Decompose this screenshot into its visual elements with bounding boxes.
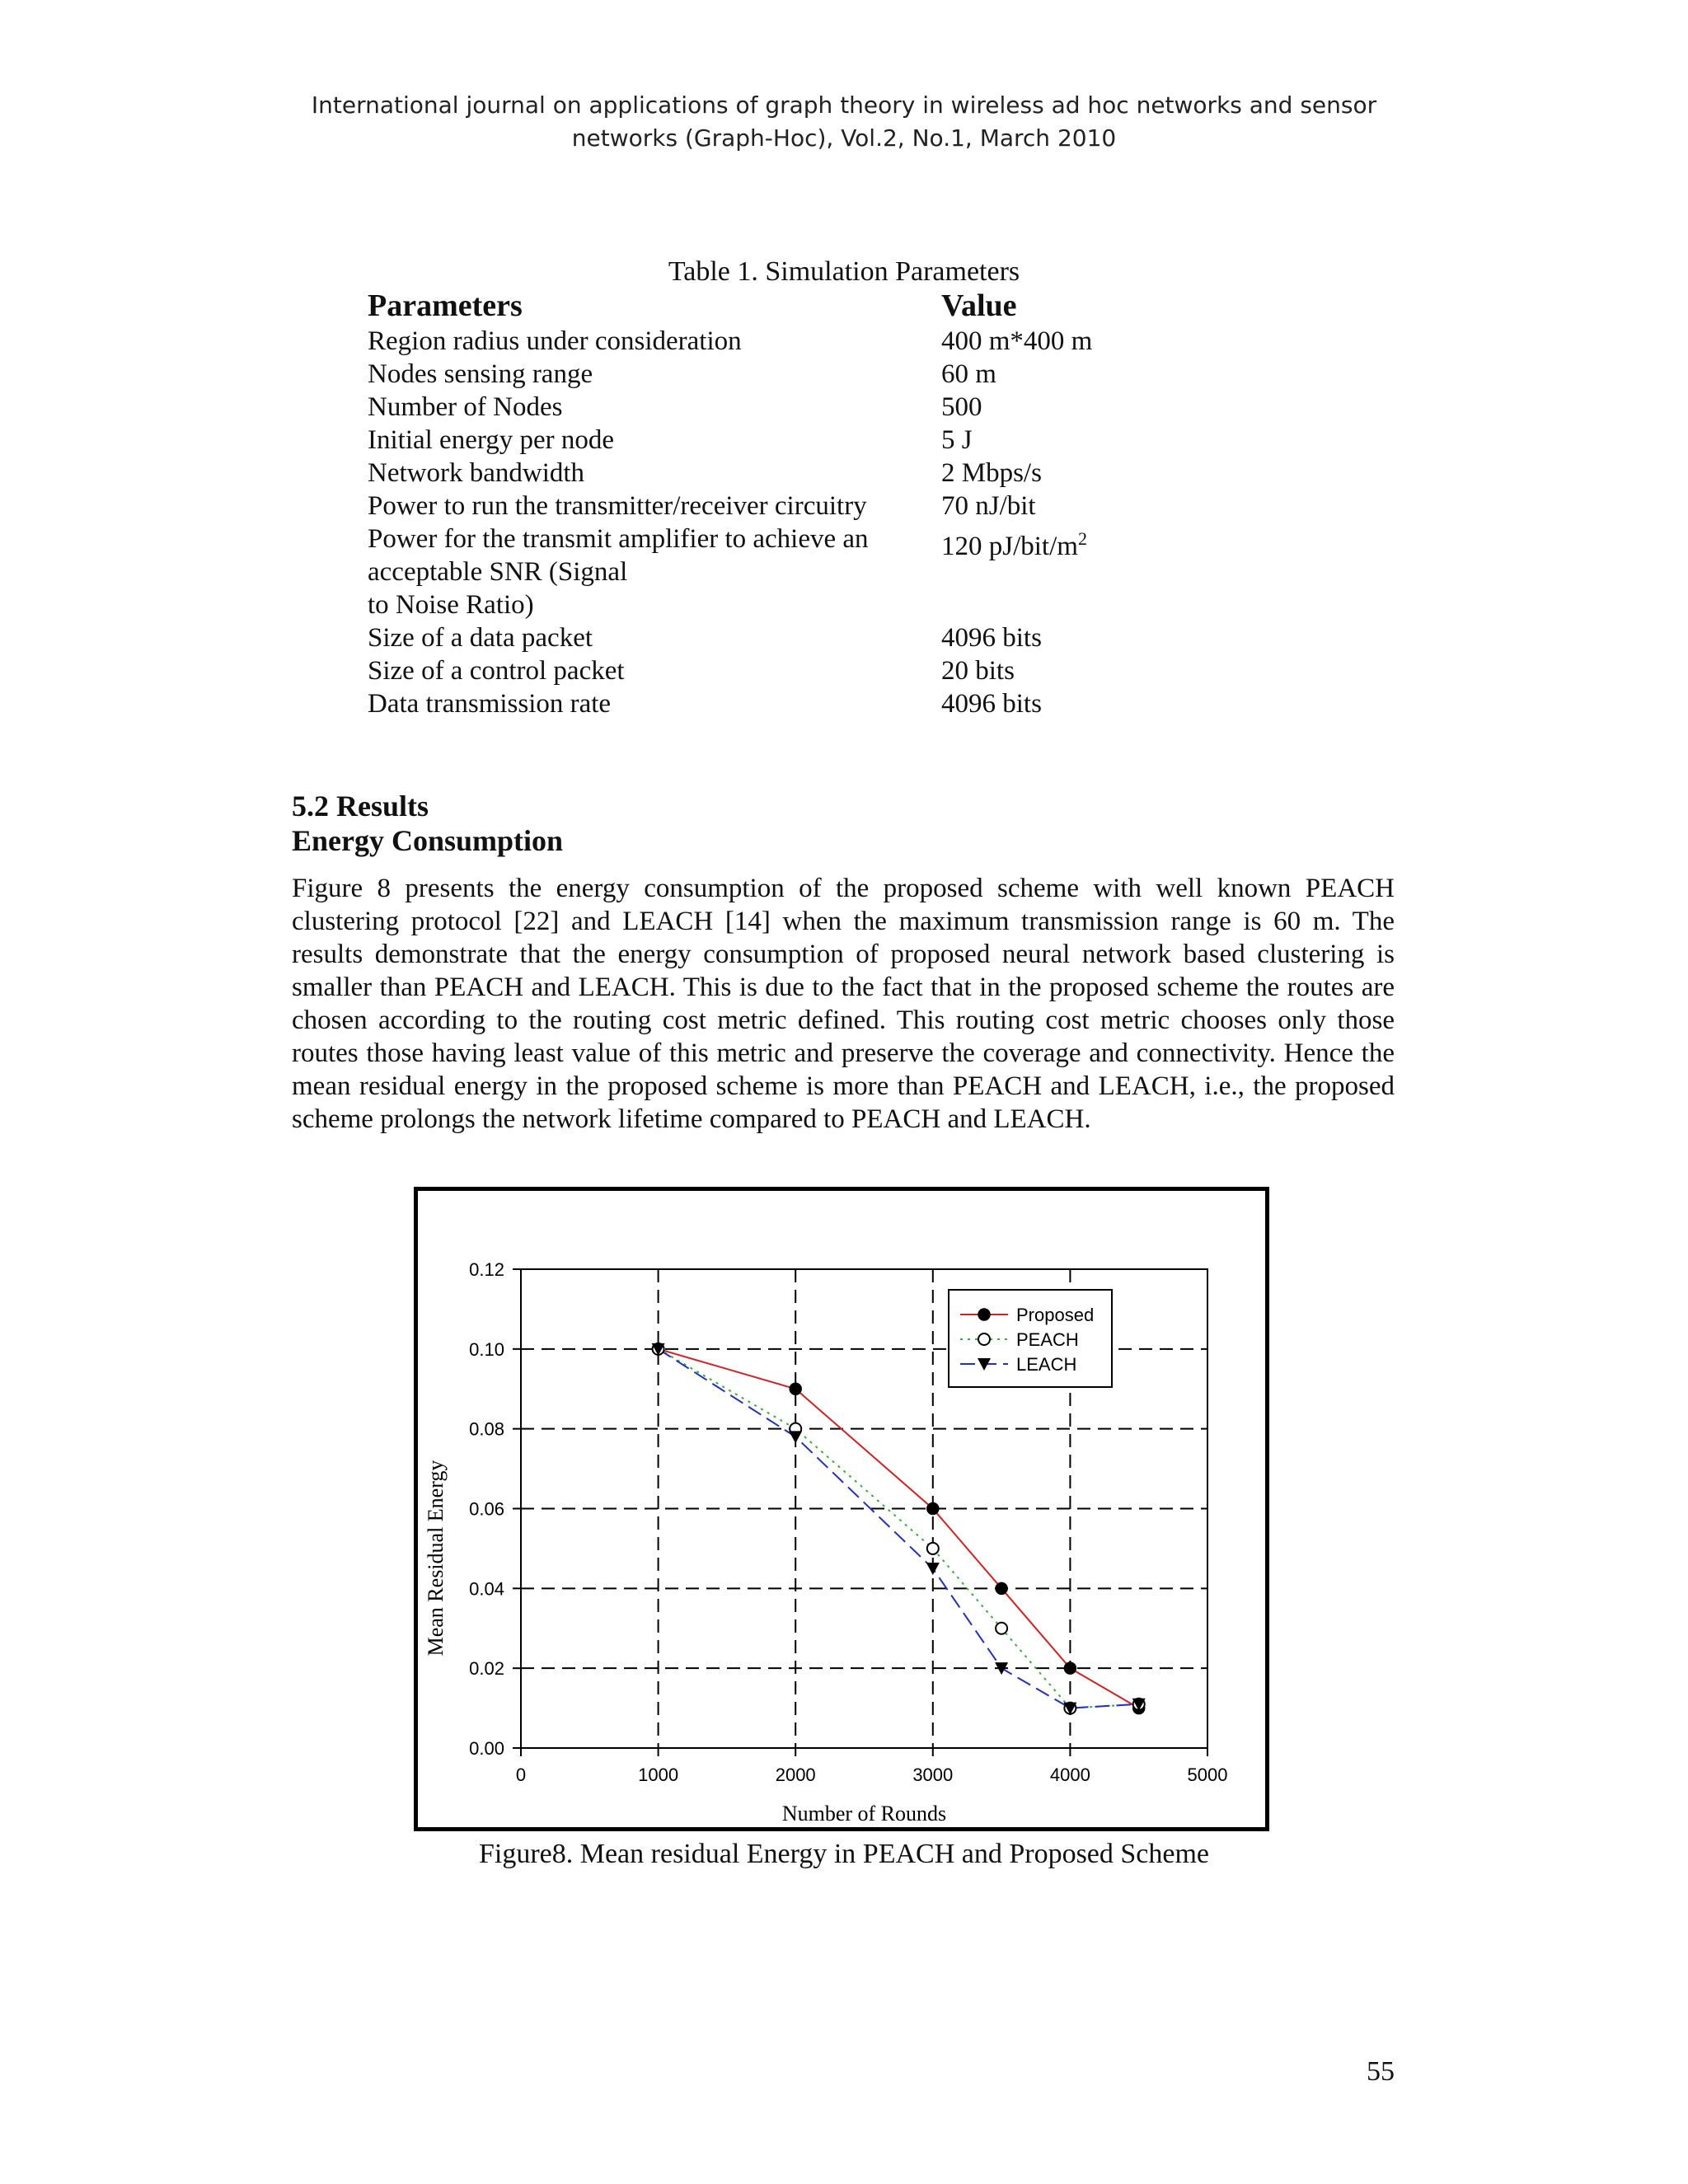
section-subheading: Energy Consumption <box>292 824 564 857</box>
param-cell-multiline <box>368 523 941 621</box>
page-number: 55 <box>1367 2056 1395 2087</box>
param-line: acceptable SNR (Signal <box>368 557 628 587</box>
legend-label: LEACH <box>1016 1354 1077 1375</box>
x-tick-label: 5000 <box>1187 1765 1228 1785</box>
data-point-peach <box>927 1543 939 1554</box>
table-row <box>368 621 1192 654</box>
table-row <box>368 325 1192 358</box>
param-cell: Size of a data packet <box>368 623 593 653</box>
figure-frame <box>414 1187 1269 1831</box>
value-cell: 4096 bits <box>941 689 1042 719</box>
param-cell: Number of Nodes <box>368 392 563 422</box>
x-tick-label: 2000 <box>775 1765 816 1785</box>
simulation-parameters-table <box>368 287 1192 720</box>
running-header <box>0 89 1688 155</box>
value-cell: 20 bits <box>941 656 1015 686</box>
y-tick-label: 0.04 <box>469 1578 504 1600</box>
table-row <box>368 490 1192 523</box>
param-line: to Noise Ratio) <box>368 590 534 620</box>
table-row <box>368 687 1192 720</box>
value-cell: 2 Mbps/s <box>941 458 1042 488</box>
legend-marker <box>978 1333 990 1345</box>
data-point-leach <box>789 1431 802 1443</box>
value-superscript: 2 <box>1077 528 1087 549</box>
y-axis-label: Mean Residual Energy <box>424 1460 448 1657</box>
header-line-1: International journal on applications of graph theory in wireless ad hoc networks and sensor <box>311 91 1377 119</box>
legend-marker <box>978 1309 990 1320</box>
body-paragraph: Figure 8 presents the energy consumption of the proposed scheme with well known PEACH clustering protocol [22] and LEACH [14] when the maximum transmission range is 60 m. The results demonstrate that the energy consumption of proposed neural network based clustering is smaller than PEACH and LEACH. This is due to the fact that in the proposed scheme the routes are chosen according to the routing cost metric defined. This routing cost metric chooses only those routes those having least value of this metric and preserve the coverage and connectivity. Hence the mean residual energy in the proposed scheme is more than PEACH and LEACH, i.e., the proposed scheme prolongs the network lifetime compared to PEACH and LEACH. <box>292 874 1395 1134</box>
data-point-proposed <box>996 1582 1007 1594</box>
param-cell: Initial energy per node <box>368 425 615 455</box>
param-line: Power for the transmit amplifier to achieve an <box>368 524 869 554</box>
table-caption: Table 1. Simulation Parameters <box>668 256 1020 287</box>
param-cell: Size of a control packet <box>368 656 625 686</box>
line-chart <box>418 1191 1265 1827</box>
value-cell: 5 J <box>941 425 973 455</box>
y-tick-label: 0.00 <box>469 1738 504 1759</box>
x-axis-label: Number of Rounds <box>781 1802 947 1825</box>
column-header-parameters: Parameters <box>368 288 523 323</box>
value-text: 120 pJ/bit/m <box>941 532 1078 561</box>
x-tick-label: 0 <box>515 1765 527 1785</box>
data-point-proposed <box>927 1503 939 1515</box>
series-line-leach <box>659 1349 1139 1708</box>
header-line-2: networks (Graph-Hoc), Vol.2, No.1, March 2010 <box>571 124 1117 152</box>
x-tick-label: 4000 <box>1049 1765 1090 1785</box>
figure-caption: Figure8. Mean residual Energy in PEACH and Proposed Scheme <box>478 1839 1210 1869</box>
data-point-leach <box>926 1563 940 1575</box>
y-tick-label: 0.08 <box>469 1418 504 1440</box>
data-point-proposed <box>790 1383 801 1394</box>
y-tick-label: 0.02 <box>469 1658 504 1680</box>
param-cell: Data transmission rate <box>368 689 612 719</box>
value-cell: 500 <box>941 392 982 422</box>
table-row <box>368 358 1192 391</box>
series-line-peach <box>659 1349 1139 1708</box>
series-line-proposed <box>659 1349 1139 1708</box>
table-row <box>368 457 1192 490</box>
section-heading: 5.2 Results <box>292 790 429 823</box>
data-point-peach <box>996 1623 1007 1634</box>
y-tick-label: 0.12 <box>469 1259 504 1280</box>
y-tick-label: 0.10 <box>469 1338 504 1360</box>
table-row <box>368 424 1192 457</box>
value-cell: 4096 bits <box>941 623 1042 653</box>
param-cell: Power to run the transmitter/receiver circuitry <box>368 491 867 521</box>
legend-label: PEACH <box>1016 1329 1079 1350</box>
value-cell: 400 m*400 m <box>941 326 1093 356</box>
column-header-value: Value <box>941 288 1017 323</box>
param-cell: Network bandwidth <box>368 458 585 488</box>
legend-label: Proposed <box>1016 1305 1095 1325</box>
table-row <box>368 391 1192 424</box>
table-row <box>368 654 1192 687</box>
value-cell: 60 m <box>941 359 996 389</box>
x-tick-label: 3000 <box>912 1765 954 1785</box>
table-row <box>368 523 1192 621</box>
table-header-row <box>368 287 1192 325</box>
data-point-proposed <box>1064 1662 1076 1674</box>
y-tick-label: 0.06 <box>469 1498 504 1520</box>
x-tick-label: 1000 <box>638 1765 679 1785</box>
param-cell: Nodes sensing range <box>368 359 593 389</box>
param-cell: Region radius under consideration <box>368 326 742 356</box>
value-cell <box>941 523 1192 621</box>
value-cell: 70 nJ/bit <box>941 491 1036 521</box>
